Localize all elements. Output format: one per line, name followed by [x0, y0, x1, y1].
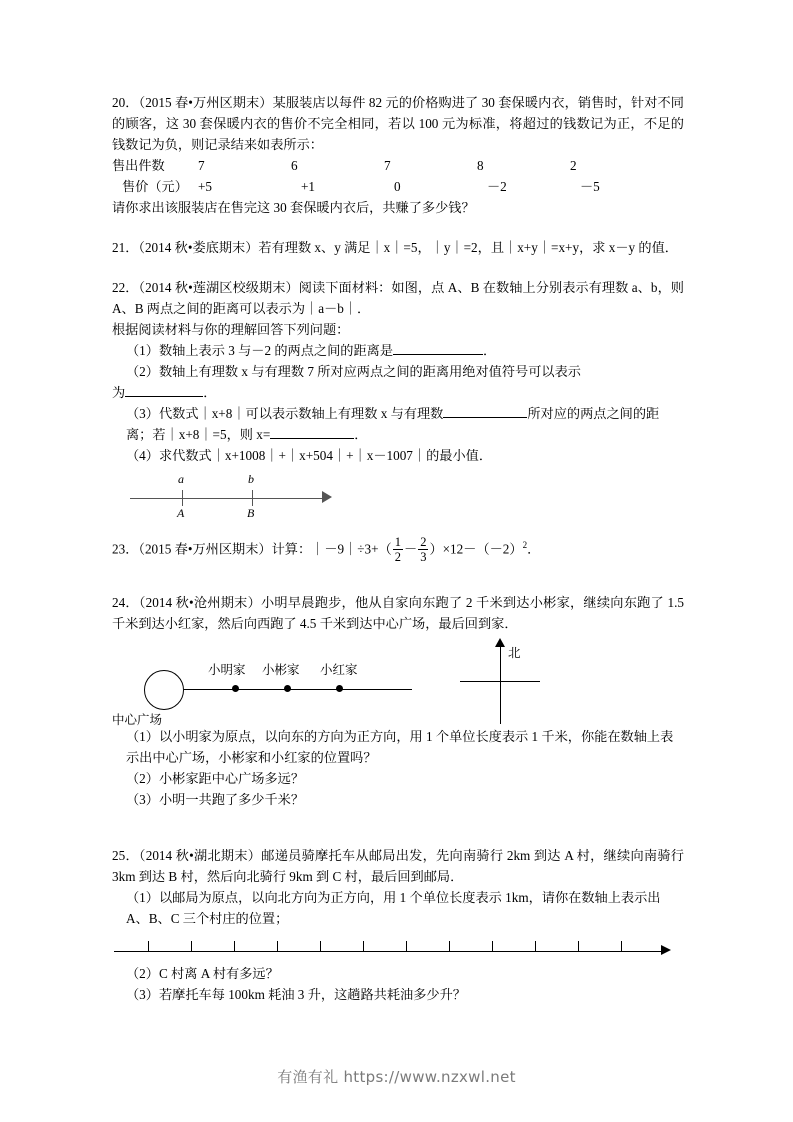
q24-dot-xiaohong [336, 685, 343, 692]
q25-tick [578, 941, 579, 952]
q22-label-a: a [178, 472, 184, 486]
q22-sub3-text-mid: 所对应的两点之间的距离；若｜x+8｜=5，则 x= [126, 406, 660, 442]
q25-tick [492, 941, 493, 952]
q25-tick [191, 941, 192, 952]
q25-sub-2: （2）C 村离 A 村有多远？ [126, 965, 279, 981]
q20-row1-cell-0: 7 [198, 158, 205, 173]
q24-compass-vertical-line [500, 646, 501, 724]
q22-sub-2 [112, 361, 684, 382]
q23-frac2-numerator: 2 [420, 534, 427, 549]
q20-row1-header: 售出件数 [112, 158, 165, 173]
q24-route-figure [112, 638, 684, 727]
q22-label-b: b [248, 472, 254, 486]
q22-sub3-text: （3）代数式｜x+8｜可以表示数轴上有理数 x 与有理数 [126, 406, 444, 421]
q20-row1-cell-2: 7 [384, 158, 391, 173]
q23-frac2-denominator: 3 [420, 549, 427, 564]
q25-tick [320, 941, 321, 952]
q25-tick [148, 941, 149, 952]
q25-tick [535, 941, 536, 952]
q21-body: 21．（2014 秋•娄底期末）若有理数 x、y 满足｜x｜=5，｜y｜=2，且｜x+y｜=x+y，求 x－y 的值． [112, 240, 678, 255]
q25-tick [449, 941, 450, 952]
q24-label-xiaohong: 小红家 [320, 662, 358, 677]
q24-compass-north-arrow-icon [495, 638, 505, 647]
document-content [112, 92, 684, 1016]
q24-sub-3: （3）小明一共跑了多少千米？ [126, 791, 305, 807]
q24-body: 24．（2014 秋•沧州期末）小明早晨跑步，他从自家向东跑了 2 千米到达小彬家，继续向东跑了 1.5 千米到达小红家，然后向西跑了 4.5 千米到达中心广场，最后回到家． [112, 594, 684, 631]
q24-sub-2: （2）小彬家距中心广场多远？ [126, 770, 305, 786]
q22-sub1-period: ． [483, 343, 497, 358]
q22-sub2-text-cont: 为 [112, 385, 126, 400]
q24-sub-1: （1）以小明家为原点，以向东的方向为正方向，用 1 个单位长度表示 1 千米，你能在数轴上表示出中心广场，小彬家和小红家的位置吗？ [126, 728, 674, 765]
q25-axis-arrow-icon [661, 945, 671, 955]
q25-body: 25．（2014 秋•湖北期末）邮递员骑摩托车从邮局出发，先向南骑行 2km 到达 A 村，继续向南骑行 3km 到达 B 村，然后向北骑行 9km 到 C 村，最后回到邮局． [112, 847, 684, 884]
q20-row2-cell-2: 0 [394, 179, 401, 194]
q23-body [112, 535, 684, 565]
q20-closing: 请你求出该服装店在售完这 30 套保暖内衣后，共赚了多少钱？ [112, 200, 475, 215]
q24-plaza-circle-icon [144, 670, 184, 710]
q23-period: ． [527, 541, 541, 557]
q22-number-line-figure [112, 472, 684, 524]
q20-table-row-prices [112, 176, 684, 197]
question-20 [112, 92, 684, 218]
q25-tick [406, 941, 407, 952]
q24-compass-horizontal-line [460, 681, 540, 682]
q23-minus-sign: － [404, 541, 418, 557]
question-21 [112, 237, 684, 258]
q22-sub-1 [112, 340, 684, 361]
q23-fraction-two-thirds [418, 535, 428, 564]
q22-label-A: A [177, 506, 185, 520]
q24-label-xiaoming: 小明家 [208, 662, 246, 677]
q20-row2-cell-3: －2 [487, 179, 507, 194]
q22-sub2-blank[interactable] [125, 396, 203, 397]
q25-sub-3: （3）若摩托车每 100km 耗油 3 升，这趟路共耗油多少升？ [126, 986, 466, 1002]
q25-sub-1: （1）以邮局为原点，以向北方向为正方向，用 1 个单位长度表示 1km，请你在数轴上表示出 A、B、C 三个村庄的位置； [126, 889, 661, 926]
q22-axis-arrow-icon [322, 491, 332, 503]
q20-table-row-counts [112, 155, 684, 176]
q20-row2-cell-1: +1 [301, 179, 316, 194]
q22-sub3-blank-2[interactable] [270, 438, 354, 439]
q22-sub2-text: （2）数轴上有理数 x 与有理数 7 所对应两点之间的距离用绝对值符号可以表示 [126, 364, 581, 379]
q22-sub2-period: ． [203, 385, 217, 400]
q20-body: 20．（2015 春•万州区期末）某服装店以每件 82 元的价格购进了 30 套保暖内衣，销售时，针对不同的顾客，这 30 套保暖内衣的售价不完全相同，若以 100 元为标准，将超过的钱数记为正，不足的钱数记为负，则记录结来如表所示： [112, 95, 684, 152]
q24-compass-north-label: 北 [508, 645, 521, 660]
q20-row2-cell-4: －5 [580, 179, 600, 194]
q24-dot-xiaobin [284, 685, 291, 692]
q22-sub1-blank[interactable] [393, 354, 483, 355]
q22-sub-3 [112, 403, 684, 445]
q25-tick [621, 941, 622, 952]
q24-label-xiaobin: 小彬家 [262, 662, 300, 677]
q25-tick [234, 941, 235, 952]
q25-axis-line [114, 951, 666, 952]
question-23 [112, 535, 684, 565]
q22-axis-line [130, 498, 328, 499]
q24-route-line [184, 689, 412, 690]
q22-label-B: B [247, 506, 255, 520]
q22-sub-4: （4）求代数式｜x+1008｜+｜x+504｜+｜x－1007｜的最小值． [126, 448, 493, 463]
q20-row2-cell-0: +5 [198, 179, 213, 194]
q22-sub-2-cont [112, 382, 684, 403]
q25-tick [363, 941, 364, 952]
q24-dot-xiaoming [232, 685, 239, 692]
q22-tick-b [252, 490, 253, 506]
q22-intro-2: 根据阅读材料与你的理解回答下列问题： [112, 322, 350, 337]
footer-watermark: 有渔有礼 https://www.nzxwl.net [277, 1068, 516, 1086]
question-25 [112, 845, 684, 1005]
q23-frac1-denominator: 2 [394, 549, 401, 564]
q25-number-line-figure [112, 936, 684, 960]
q20-row1-cell-4: 2 [570, 158, 577, 173]
q20-row1-cell-3: 8 [477, 158, 484, 173]
q22-sub3-period: ． [354, 427, 368, 442]
q22-intro-1: 22．（2014 秋•莲湖区校级期末）阅读下面材料：如图，点 A、B 在数轴上分别表示有理数 a、b，则 A、B 两点之间的距离可以表示为｜a－b｜． [112, 280, 684, 316]
q22-sub3-blank-1[interactable] [443, 417, 527, 418]
q23-prefix: 23．（2015 春•万州区期末）计算：｜－9｜÷3+（ [112, 541, 392, 557]
q20-row2-header: 售价（元） [122, 179, 188, 194]
question-22 [112, 277, 684, 524]
q23-exponent: 2 [522, 540, 528, 550]
q23-fraction-one-half [393, 535, 403, 564]
question-24 [112, 592, 684, 810]
q22-tick-a [182, 490, 183, 506]
q23-suffix: ）×12－（－2） [429, 541, 523, 557]
q24-label-plaza: 中心广场 [112, 712, 163, 727]
q22-sub1-text: （1）数轴上表示 3 与－2 的两点之间的距离是 [126, 343, 394, 358]
q20-row1-cell-1: 6 [291, 158, 298, 173]
q25-tick [277, 941, 278, 952]
q23-frac1-numerator: 1 [394, 534, 401, 549]
